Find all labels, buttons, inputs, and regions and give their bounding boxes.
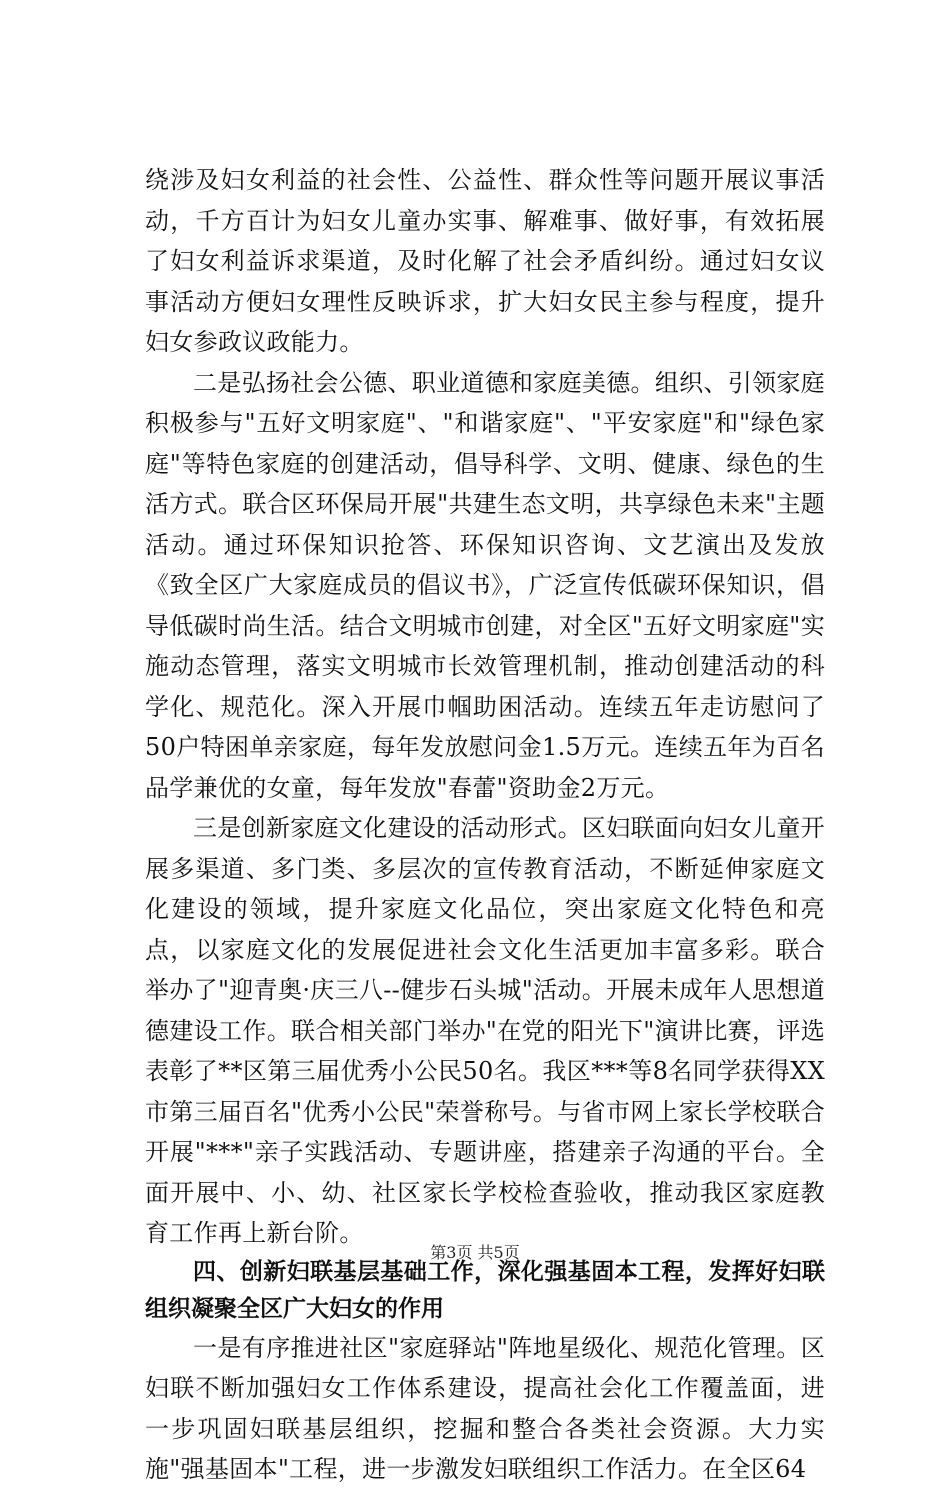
paragraph-public-morality: 二是弘扬社会公德、职业道德和家庭美德。组织、引领家庭积极参与"五好文明家庭"、"和谐家庭"、"平安家庭"和"绿色家庭"等特色家庭的创建活动，倡导科学、文明、健康、绿色的生活方式。联合区环保局开展"共建生态文明，共享绿色未来"主题活动。通过环保知识抢答、环保知识咨询、文艺演出及发放《致全区广大家庭成员的倡议书》，广泛宣传低碳环保知识，倡导低碳时尚生活。结合文明城市创建，对全区"五好文明家庭"实施动态管理，落实文明城市长效管理机制，推动创建活动的科学化、规范化。深入开展巾帼助困活动。连续五年走访慰问了50户特困单亲家庭，每年发放慰问金1.5万元。连续五年为百名品学兼优的女童，每年发放"春蕾"资助金2万元。 xyxy=(145,368,825,802)
section-heading: 四、创新妇联基层基础工作，深化强基固本工程，发挥好妇联组织凝聚全区广大妇女的作用 xyxy=(145,1258,825,1322)
document-body xyxy=(145,160,825,1490)
page-footer: 第3页 共5页 xyxy=(430,1243,520,1262)
paragraph-family-culture: 三是创新家庭文化建设的活动形式。区妇联面向妇女儿童开展多渠道、多门类、多层次的宣传教育活动，不断延伸家庭文化建设的领域，提升家庭文化品位，突出家庭文化特色和亮点，以家庭文化的发展促进社会文化生活更加丰富多彩。联合举办了"迎青奥·庆三八--健步石头城"活动。开展未成年人思想道德建设工作。联合相关部门举办"在党的阳光下"演讲比赛，评选表彰了**区第三届优秀小公民50名。我区***等8名同学获得XX市第三届百名"优秀小公民"荣誉称号。与省市网上家长学校联合开展"***"亲子实践活动、专题讲座，搭建亲子沟通的平台。全面开展中、小、幼、社区家长学校检查验收，推动我区家庭教育工作再上新台阶。 xyxy=(145,814,825,1247)
paragraph-family-station: 一是有序推进社区"家庭驿站"阵地星级化、规范化管理。区妇联不断加强妇女工作体系建设，提高社会化工作覆盖面，进一步巩固妇联基层组织，挖掘和整合各类社会资源。大力实施"强基固本"工程，进一步激发妇联组织工作活力。在全区64 xyxy=(145,1333,825,1483)
paragraph-continuation: 绕涉及妇女利益的社会性、公益性、群众性等问题开展议事活动，千方百计为妇女儿童办实事、解难事、做好事，有效拓展了妇女利益诉求渠道，及时化解了社会矛盾纠纷。通过妇女议事活动方便妇女理性反映诉求，扩大妇女民主参与程度，提升妇女参政议政能力。 xyxy=(145,166,825,356)
